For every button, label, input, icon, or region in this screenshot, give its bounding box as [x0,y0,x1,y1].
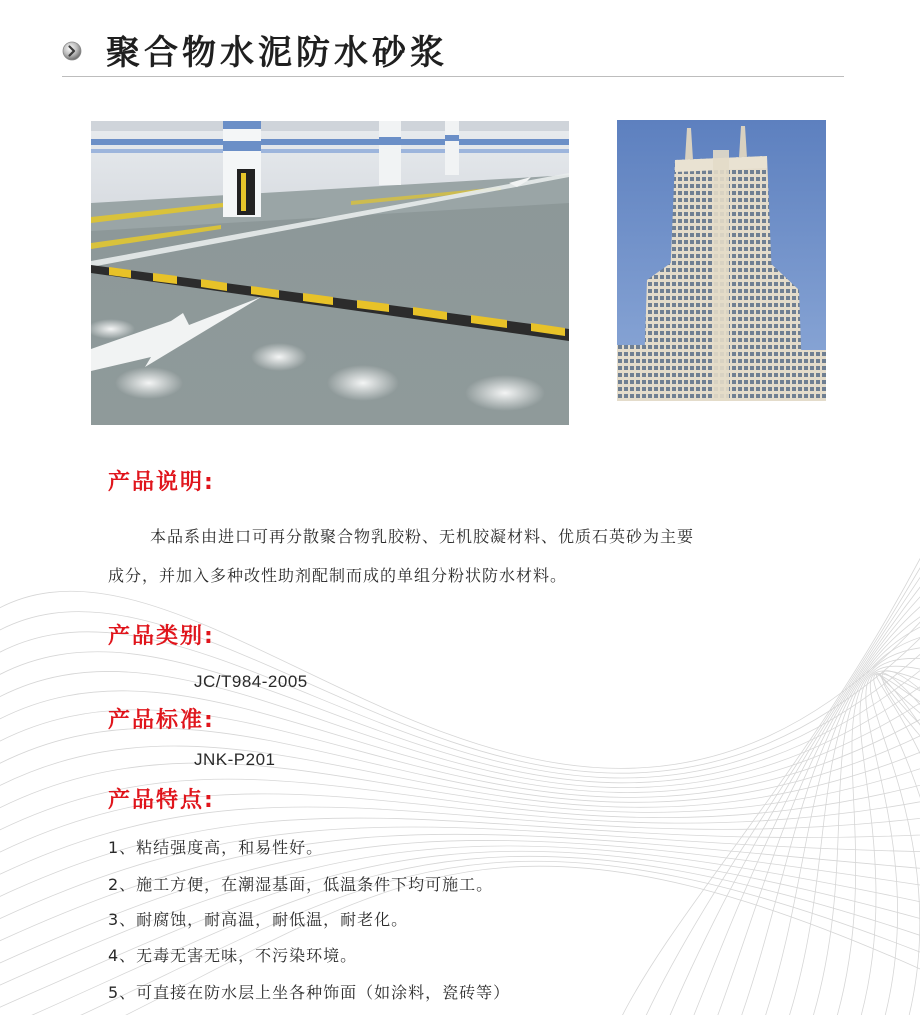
category-value: JC/T984-2005 [194,672,308,691]
feature-item: 2、施工方便，在潮湿基面，低温条件下均可施工。 [108,875,494,894]
feature-item: 1、粘结强度高，和易性好。 [108,838,324,857]
parking-garage-floor-photo [91,121,569,425]
title-divider [62,76,844,77]
page-title: 聚合物水泥防水砂浆 [106,33,448,73]
standard-heading: 产品标准: [108,708,215,733]
chevron-right-circle-icon [62,41,82,61]
description-heading: 产品说明: [108,470,215,495]
feature-item: 3、耐腐蚀，耐高温，耐低温，耐老化。 [108,910,409,929]
category-heading: 产品类别: [108,624,215,649]
description-line-1: 本品系由进口可再分散聚合物乳胶粉、无机胶凝材料、优质石英砂为主要 [150,527,695,546]
standard-value: JNK-P201 [194,750,276,769]
high-rise-building-photo [617,120,826,401]
feature-item: 5、可直接在防水层上坐各种饰面（如涂料，瓷砖等） [108,983,511,1002]
features-heading: 产品特点: [108,788,215,813]
description-line-2: 成分，并加入多种改性助剂配制而成的单组分粉状防水材料。 [108,566,568,585]
feature-item: 4、无毒无害无味，不污染环境。 [108,946,358,965]
